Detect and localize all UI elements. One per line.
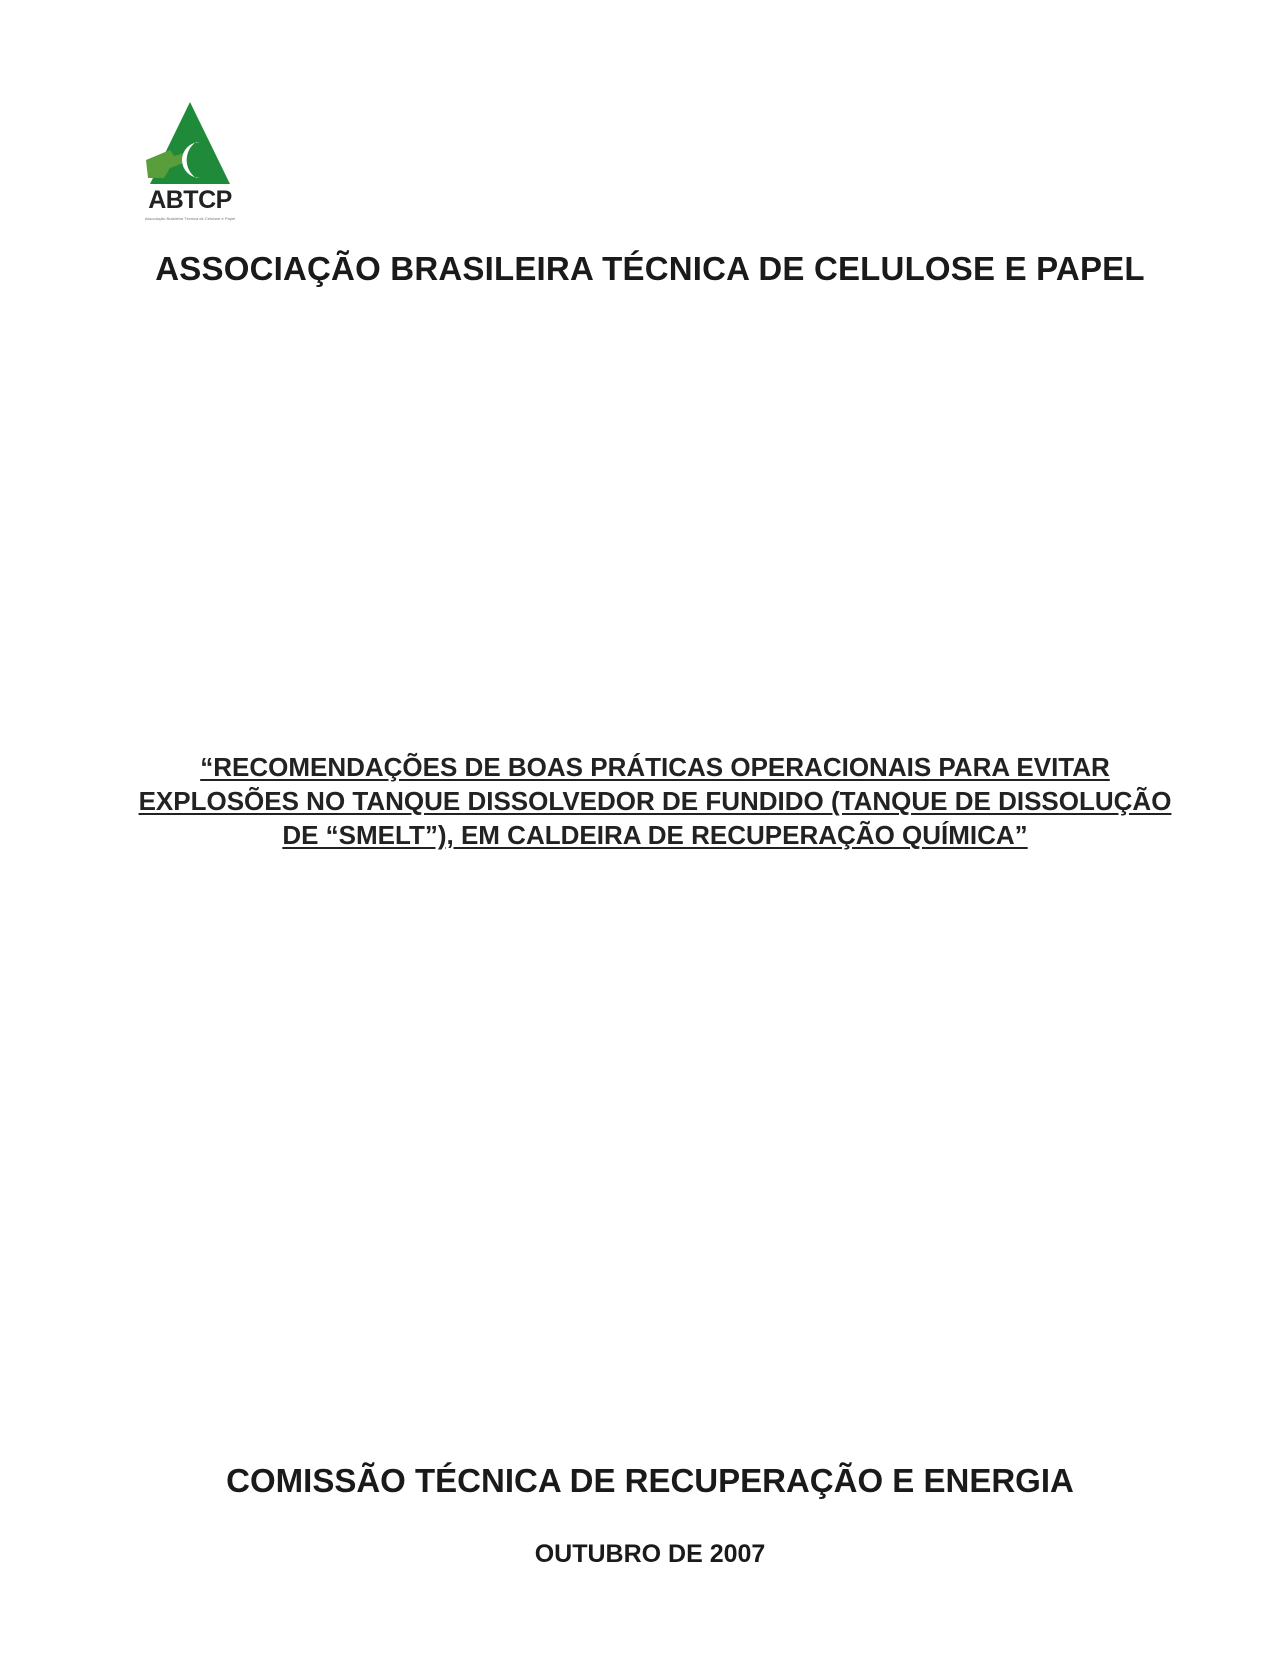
- organization-title: ASSOCIAÇÃO BRASILEIRA TÉCNICA DE CELULOSE E PAPEL: [155, 250, 1145, 287]
- abtcp-logo: [120, 98, 260, 228]
- logo-text: ABTCP: [148, 186, 232, 214]
- abtcp-logo-icon: [140, 98, 240, 190]
- document-title: “RECOMENDAÇÕES DE BOAS PRÁTICAS OPERACIONAIS PARA EVITAR EXPLOSÕES NO TANQUE DISSOLVEDOR DE FUNDIDO (TANQUE DE DISSOLUÇÃO DE “SMELT”), EM CALDEIRA DE RECUPERAÇÃO QUÍMICA”: [138, 752, 1172, 850]
- publication-date: OUTUBRO DE 2007: [534, 1540, 766, 1568]
- committee-name: COMISSÃO TÉCNICA DE RECUPERAÇÃO E ENERGIA: [226, 1462, 1074, 1499]
- logo-subtext: Associação Brasileira Técnica de Celulose e Papel: [144, 216, 236, 221]
